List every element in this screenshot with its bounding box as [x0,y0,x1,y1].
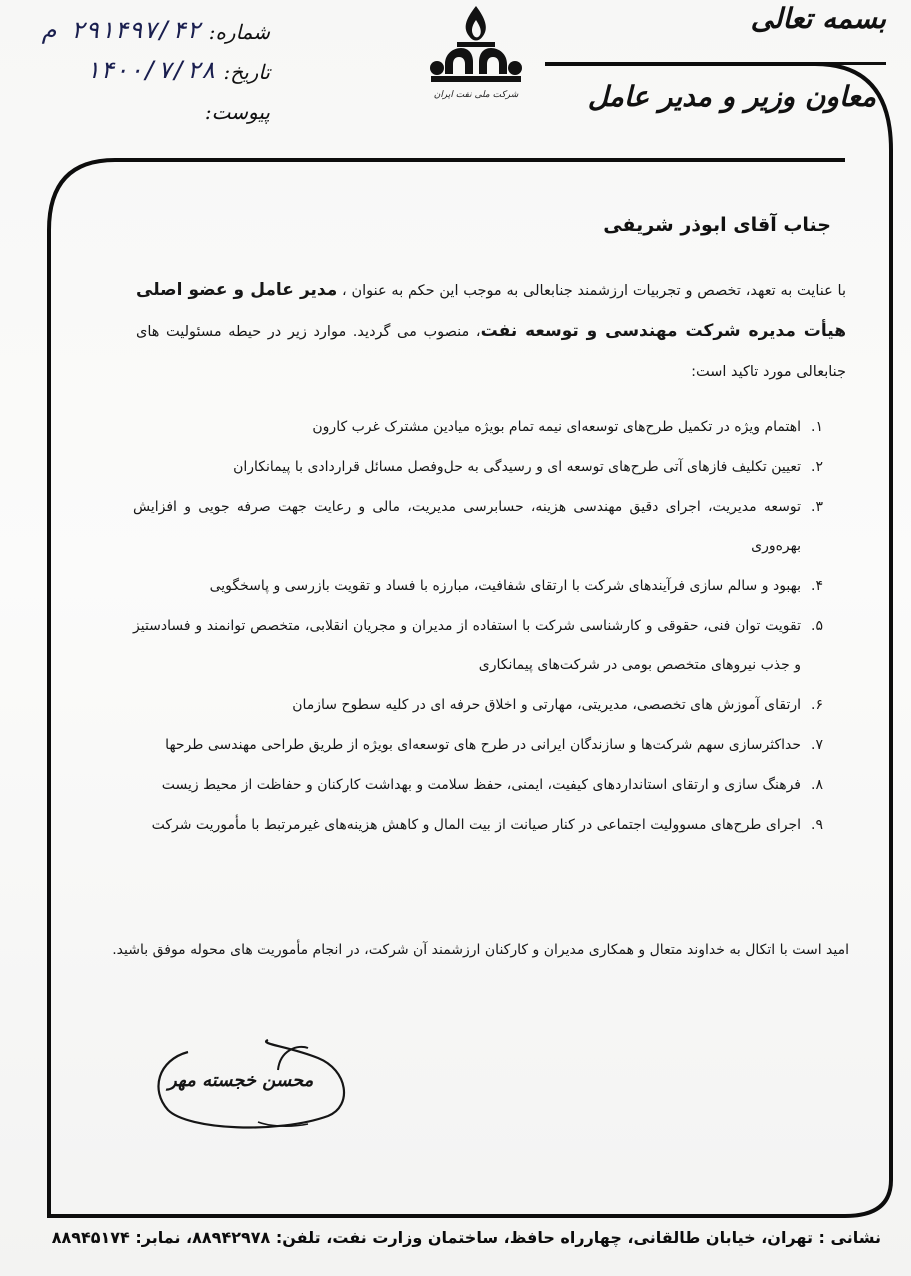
list-item [133,806,823,845]
item-text: اهتمام ویژه در تکمیل طرح‌های توسعه‌ای نیمه تمام بویژه میادین مشترک غرب کارون [312,419,801,435]
intro-text-part1: با عنایت به تعهد، تخصص و تجربیات ارزشمند جنابعالی به موجب این حکم به عنوان ، [337,283,846,299]
item-text: فرهنگ سازی و ارتقای استانداردهای کیفیت، ایمنی، حفظ سلامت و بهداشت کارکنان و حفاظت از محیط زیست [161,777,801,793]
footer-address: نشانی : تهران، خیابان طالقانی، چهارراه حافظ، ساختمان وزارت نفت، تلفن: ۸۸۹۴۲۹۷۸، نمابر: ۸۸۹۴۵۱۷۴ [51,1228,881,1247]
date-value: ۱۴۰۰/۷/۲۸ [85,56,216,84]
item-number: ۷. [811,737,823,753]
letter-meta [20,4,270,124]
date-label: تاریخ: [223,60,270,84]
list-item [133,448,823,487]
attachment-label: پیوست: [204,100,270,124]
addressee: جناب آقای ابوذر شریفی [603,214,831,236]
date-row [20,44,270,84]
number-label: شماره: [208,20,270,44]
list-item [133,408,823,447]
list-item [133,766,823,805]
item-text: توسعه مدیریت، اجرای دقیق مهندسی هزینه، حسابرسی مدیریت، مالی و رعایت جهت صرفه جویی و افزایش بهره‌وری [133,499,801,554]
item-number: ۲. [811,459,823,475]
item-number: ۵. [811,618,823,634]
item-number: ۱. [811,419,823,435]
closing-paragraph: امید است با اتکال به خداوند متعال و همکاری مدیران و کارکنان ارزشمند آن شرکت، در انجام مأموریت های محوله موفق باشید. [112,942,849,958]
item-text: حداکثرسازی سهم شرکت‌ها و سازندگان ایرانی در طرح های توسعه‌ای بویژه از طریق طراحی مهندسی طرحها [165,737,801,753]
list-item [133,567,823,606]
header-rule [596,62,886,65]
signatory-name: محسن خجسته مهر [168,1070,314,1091]
item-number: ۸. [811,777,823,793]
item-text: بهبود و سالم سازی فرآیندهای شرکت با ارتقای شفافیت، مبارزه با فساد و تقویت بازرسی و پاسخگویی [209,578,801,594]
signature [148,1030,358,1140]
deputy-title: معاون وزیر و مدیر عامل [587,80,876,113]
list-item [133,488,823,566]
list-item [133,607,823,685]
item-number: ۴. [811,578,823,594]
item-text: تعیین تکلیف فازهای آتی طرح‌های توسعه ای و رسیدگی به حل‌وفصل مسائل قراردادی با پیمانکاران [233,459,801,475]
logo-caption: شرکت ملی نفت ایران [433,90,519,100]
appointment-title: مدیر عامل و عضو اصلی هیأت مدیره شرکت مهندسی و توسعه نفت [136,280,846,341]
list-item [133,686,823,725]
letterhead-title-block [586,2,886,132]
attachment-row [20,84,270,124]
flame-logo-icon [423,2,529,90]
nioc-logo [423,2,529,112]
item-number: ۹. [811,817,823,833]
intro-paragraph [136,270,846,392]
bismillah-heading: بسمه تعالی [750,2,886,35]
item-text: ارتقای آموزش های تخصصی، مدیریتی، مهارتی و اخلاق حرفه ای در کلیه سطوح سازمان [292,697,801,713]
number-value: ۲۹۱۴۹۷/۴۲ م [41,16,201,44]
item-text: اجرای طرح‌های مسوولیت اجتماعی در کنار صیانت از بیت المال و کاهش هزینه‌های غیرمرتبط با مأموریت شرکت [151,817,801,833]
number-row [20,4,270,44]
responsibility-list [133,408,823,846]
item-number: ۶. [811,697,823,713]
list-item [133,726,823,765]
item-text: تقویت توان فنی، حقوقی و کارشناسی شرکت با استفاده از مدیران و مجریان انقلابی، متخصص توانمند و فسادستیز و جذب نیروهای متخصص بومی در شرکت‌های پیمانکاری [133,618,801,673]
intro-text-part2: ، منصوب می گردید. موارد زیر در حیطه مسئولیت های جنابعالی مورد تاکید است: [136,324,846,380]
item-number: ۳. [811,499,823,515]
